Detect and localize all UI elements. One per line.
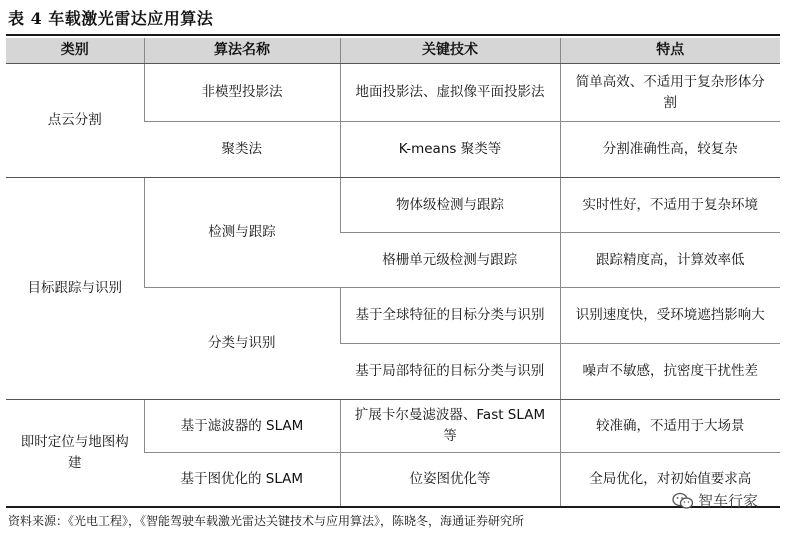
feature-cell: 实时性好，不适用于复杂环境 xyxy=(560,178,780,233)
algorithm-cell: 聚类法 xyxy=(144,122,340,178)
tech-cell: 位姿图优化等 xyxy=(340,453,560,507)
tech-cell: 物体级检测与跟踪 xyxy=(340,178,560,233)
wechat-icon xyxy=(672,492,694,510)
table-title: 表 4 车载激光雷达应用算法 xyxy=(8,9,214,28)
tech-cell: 基于局部特征的目标分类与识别 xyxy=(340,344,560,400)
tech-cell: 地面投影法、虚拟像平面投影法 xyxy=(340,64,560,122)
algorithm-cell: 基于滤波器的 SLAM xyxy=(144,400,340,453)
tech-cell: 基于全球特征的目标分类与识别 xyxy=(340,288,560,344)
source-note: 资料来源：《光电工程》，《智能驾驶车载激光雷达关键技术与应用算法》，陈晓冬，海通证券研究所 xyxy=(8,514,525,528)
header-cell: 类别 xyxy=(6,38,144,64)
feature-cell: 识别速度快，受环境遮挡影响大 xyxy=(560,288,780,344)
algorithm-cell: 分类与识别 xyxy=(144,288,340,400)
category-cell: 点云分割 xyxy=(6,64,144,178)
tech-cell: K-means 聚类等 xyxy=(340,122,560,178)
algorithm-cell: 非模型投影法 xyxy=(144,64,340,122)
category-cell: 即时定位与地图构建 xyxy=(6,400,144,507)
tech-cell: 扩展卡尔曼滤波器、Fast SLAM 等 xyxy=(340,400,560,453)
category-cell: 目标跟踪与识别 xyxy=(6,178,144,400)
feature-cell: 分割准确性高，较复杂 xyxy=(560,122,780,178)
header-cell: 特点 xyxy=(560,38,780,64)
feature-cell: 噪声不敏感，抗密度干扰性差 xyxy=(560,344,780,400)
feature-cell: 全局优化，对初始值要求高 xyxy=(560,453,780,507)
header-cell: 算法名称 xyxy=(144,38,340,64)
table-row xyxy=(6,400,780,453)
table-row xyxy=(6,64,780,122)
feature-cell: 简单高效、不适用于复杂形体分割 xyxy=(560,64,780,122)
watermark-text: 智车行家 xyxy=(697,492,758,510)
algorithm-cell: 检测与跟踪 xyxy=(144,178,340,288)
header-cell: 关键技术 xyxy=(340,38,560,64)
header-row xyxy=(6,38,780,64)
top-rule xyxy=(6,34,780,36)
tech-cell: 格栅单元级检测与跟踪 xyxy=(340,233,560,288)
watermark xyxy=(672,490,758,511)
algorithm-table xyxy=(6,38,780,508)
algorithm-cell: 基于图优化的 SLAM xyxy=(144,453,340,507)
table-row xyxy=(6,178,780,233)
feature-cell: 较准确，不适用于大场景 xyxy=(560,400,780,453)
feature-cell: 跟踪精度高，计算效率低 xyxy=(560,233,780,288)
